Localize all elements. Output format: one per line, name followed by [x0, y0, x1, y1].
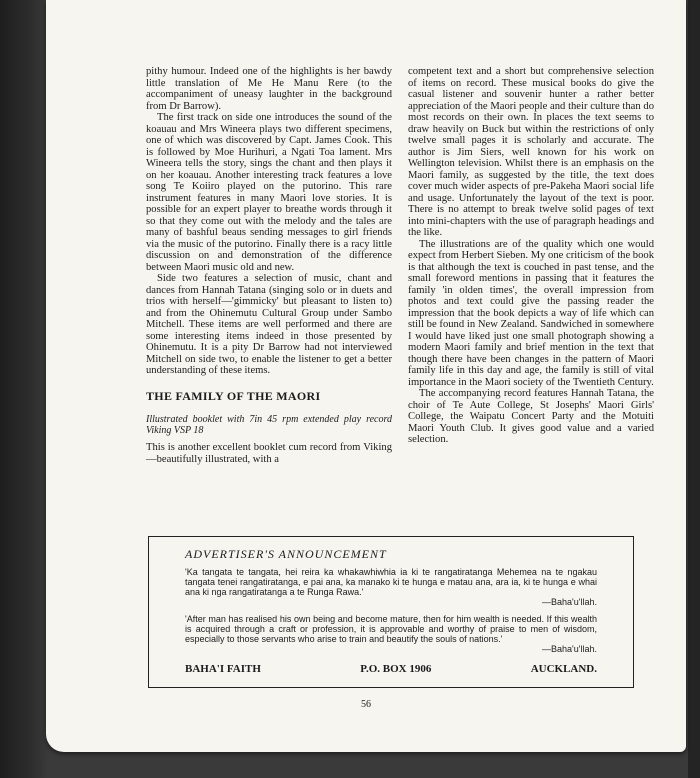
scan-right-edge: [688, 0, 700, 778]
advert-footer: [185, 663, 597, 675]
section-paragraph: This is another excellent booklet cum record from Viking—beautifully illustrated, with a: [146, 442, 392, 465]
right-paragraph-2: The illustrations are of the quality which one would expect from Herbert Sieben. My one criticism of the book is that although the text is couched in past tense, and the small foreword mentions in passing that it features the family 'in olden times', the overall impression from photos and text could give the passing reader the impression that the book depicts a way of life which can still be found in New Zealand. Sandwiched in somewhere I would have liked just one small photograph showing a modern Maori family and brief mention in the text that though there have been changes in the pattern of Maori family life in this day and age, the family is still of vital importance in the Maori society of the Twentieth Century.: [408, 238, 654, 388]
right-column: [408, 66, 654, 446]
advertiser-announcement-box: [148, 536, 634, 688]
left-column: [146, 66, 392, 465]
right-paragraph-1: competent text and a short but comprehensive selection of items on record. These musical books do give the casual listener and souvenir hunter a rather better appreciation of the Maori people and their culture than do most records on their own. In places the text seems to draw heavily on Buck but within the restrictions of only twelve small pages it is scholarly and accurate. The author is Jim Siers, well known for his work on Wellington television. Whilst there is an emphasis on the Maori family, as suggested by the title, the text does cover much wider aspects of pre-Pakeha Maori social life and usage. Unfortunately the layout of the text is poor. There is no attempt to break twelve solid pages of text into mini-chapters with the use of paragraph headings and the like.: [408, 66, 654, 238]
page-number: 56: [361, 699, 371, 710]
booklet-info: Illustrated booklet with 7in 45 rpm extended play record Viking VSP 18: [146, 414, 392, 436]
left-paragraph-2: The first track on side one introduces the sound of the koauau and Mrs Wineera plays two different specimens, one of which was discovered by Capt. James Cook. This is followed by Moe Hurihuri, a Ngati Toa lament. Mrs Wineera tells the story, sings the chant and then plays it on her koauau. Another interesting track features a love song Te Koiiro played on the putorino. This rare instrument features in many Maori love stories. It is possible for an expert player to breathe words through it so that they come out with the melody and the tales are many of bashful beaus sending messages to girl friends via the music of the putorino. Finally there is a racy little discussion on and demonstration of the difference between Maori music old and new.: [146, 112, 392, 273]
right-paragraph-3: The accompanying record features Hannah Tatana, the choir of Te Aute College, St Josephs' Maori Girls' College, the Waipatu Concert Party and the Motuiti Maori Youth Club. It gives good value and a varied selection.: [408, 388, 654, 445]
advert-quote-english: 'After man has realised his own being and become mature, then for him wealth is needed. If this wealth is acquired through a craft or profession, it is approvable and worthy of praise to men of wisdom, especially to those servants who arise to train and beautify the souls of nations.': [185, 614, 597, 644]
advert-city: AUCKLAND.: [530, 663, 597, 675]
left-paragraph-3: Side two features a selection of music, chant and dances from Hannah Tatana (singing solo or in duets and trios with herself—'gimmicky' but pleasant to listen to) and from the Ohinemutu Cultural Group under Sambo Mitchell. These items are well performed and there are some interesting items indeed in those presented by Ohinemutu. It is a pity Dr Barrow had not interviewed Mitchell on side two, to enable the listener to get a better understanding of these items.: [146, 273, 392, 376]
section-heading: THE FAMILY OF THE MAORI: [146, 388, 321, 403]
left-paragraph-1: pithy humour. Indeed one of the highlights is her bawdy little translation of Me He Manu Rere (to the accompaniment of uneasy laughter in the background from Dr Barrow).: [146, 66, 392, 112]
magazine-page: [46, 0, 686, 752]
advert-po-box: P.O. BOX 1906: [360, 663, 432, 675]
advert-attribution-1: —Baha'u'llah.: [542, 597, 597, 607]
scan-left-shadow: [0, 0, 48, 778]
advert-org: BAHA'I FAITH: [185, 663, 261, 675]
advert-title: ADVERTISER'S ANNOUNCEMENT: [185, 547, 387, 561]
advert-quote-maori: 'Ka tangata te tangata, hei reira ka whakawhiwhia ia ki te rangatiratanga Mehemea na te ngakau tangata tenei rangatiratanga, e pai ana, ka manako ki te hunga e matau ana, ara ia, ki te hunga e whai ana ki nga rangatiratanga a te Runga Rawa.': [185, 567, 597, 597]
advert-attribution-2: —Baha'u'llah.: [542, 644, 597, 654]
